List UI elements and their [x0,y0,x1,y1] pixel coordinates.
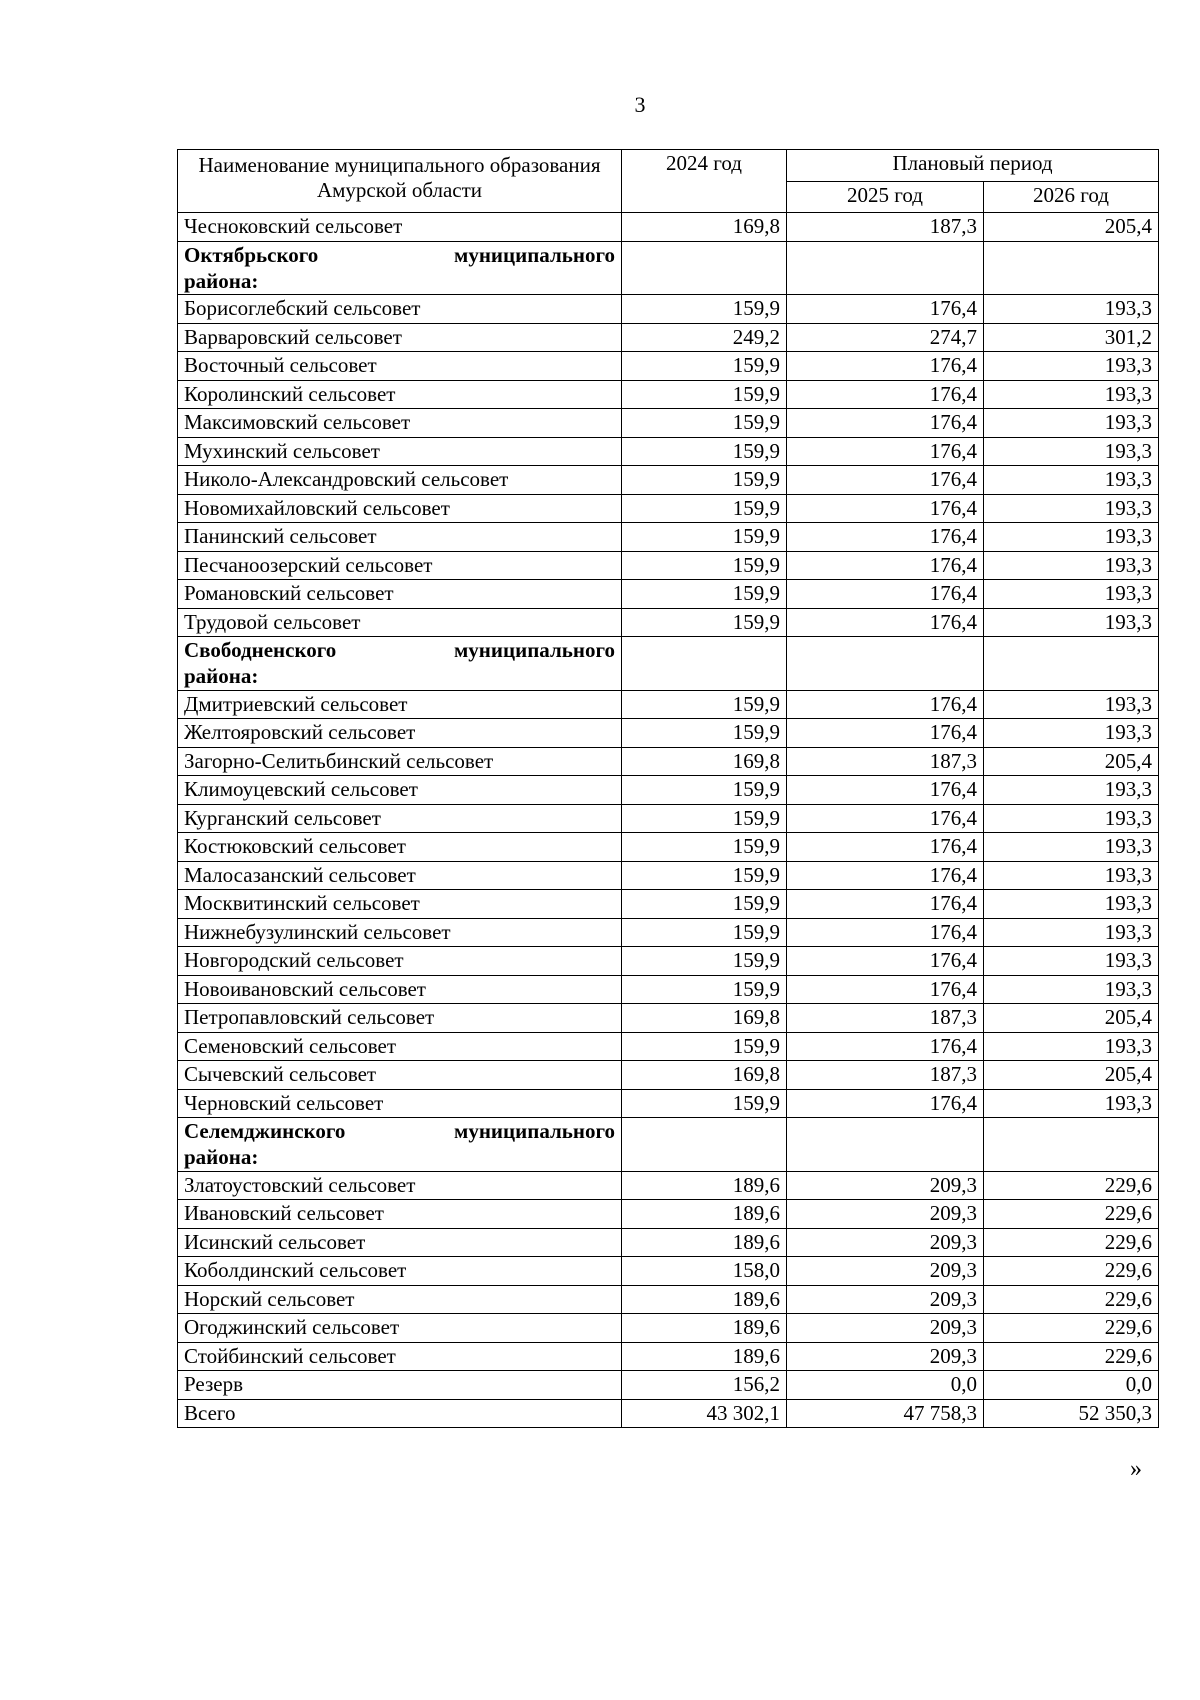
table-row [178,1032,1159,1061]
value-2024: 189,6 [622,1228,787,1257]
value-2025: 176,4 [787,295,984,324]
table-row [178,861,1159,890]
table-row [178,690,1159,719]
total-row [178,1399,1159,1428]
empty-cell [622,637,787,691]
table-row [178,466,1159,495]
district-header-row [178,241,1159,295]
table-row [178,380,1159,409]
value-2025: 0,0 [787,1371,984,1400]
value-2024: 159,9 [622,776,787,805]
value-2026: 193,3 [984,580,1159,609]
table-row [178,1004,1159,1033]
row-name: Всего [178,1399,622,1428]
row-name: Курганский сельсовет [178,804,622,833]
row-name: Королинский сельсовет [178,380,622,409]
table-row [178,551,1159,580]
table-row [178,608,1159,637]
empty-cell [984,241,1159,295]
value-2025: 176,4 [787,890,984,919]
header-year-2025: 2025 год [787,181,984,213]
value-2026: 229,6 [984,1200,1159,1229]
row-name: Костюковский сельсовет [178,833,622,862]
value-2026: 193,3 [984,608,1159,637]
value-2026: 193,3 [984,861,1159,890]
value-2024: 189,6 [622,1285,787,1314]
page-number: 3 [634,92,646,117]
value-2026: 193,3 [984,352,1159,381]
value-2025: 176,4 [787,776,984,805]
value-2025: 187,3 [787,213,984,242]
empty-cell [622,241,787,295]
value-2024: 159,9 [622,804,787,833]
row-name: Норский сельсовет [178,1285,622,1314]
value-2026: 193,3 [984,551,1159,580]
row-name: Малосазанский сельсовет [178,861,622,890]
value-2026: 193,3 [984,523,1159,552]
table-row [178,1171,1159,1200]
value-2024: 158,0 [622,1257,787,1286]
value-2025: 274,7 [787,323,984,352]
value-2026: 229,6 [984,1314,1159,1343]
value-2024: 159,9 [622,580,787,609]
table-row [178,323,1159,352]
row-name: Климоуцевский сельсовет [178,776,622,805]
value-2024: 159,9 [622,890,787,919]
row-name: Семеновский сельсовет [178,1032,622,1061]
row-name: Москвитинский сельсовет [178,890,622,919]
value-2024: 159,9 [622,409,787,438]
empty-cell [787,1118,984,1172]
header-planning-period: Плановый период [787,150,1159,182]
district-name [178,1118,622,1172]
value-2026: 229,6 [984,1171,1159,1200]
value-2026: 193,3 [984,776,1159,805]
table-row [178,890,1159,919]
value-2026: 193,3 [984,295,1159,324]
row-name: Новоивановский сельсовет [178,975,622,1004]
value-2026: 193,3 [984,409,1159,438]
value-2025: 176,4 [787,523,984,552]
value-2024: 159,9 [622,690,787,719]
value-2024: 189,6 [622,1171,787,1200]
reserve-row [178,1371,1159,1400]
value-2026: 0,0 [984,1371,1159,1400]
value-2026: 193,3 [984,1089,1159,1118]
value-2026: 193,3 [984,804,1159,833]
row-name: Чесноковский сельсовет [178,213,622,242]
row-name: Загорно-Селитьбинский сельсовет [178,747,622,776]
row-name: Нижнебузулинский сельсовет [178,918,622,947]
row-name: Желтояровский сельсовет [178,719,622,748]
value-2024: 189,6 [622,1314,787,1343]
value-2026: 193,3 [984,890,1159,919]
table-row [178,1285,1159,1314]
value-2025: 176,4 [787,833,984,862]
table-header [178,150,1159,213]
table-row [178,975,1159,1004]
value-2026: 229,6 [984,1228,1159,1257]
value-2026: 205,4 [984,213,1159,242]
value-2024: 159,9 [622,466,787,495]
value-2026: 193,3 [984,380,1159,409]
value-2025: 176,4 [787,580,984,609]
value-2025: 187,3 [787,1004,984,1033]
value-2026: 229,6 [984,1342,1159,1371]
empty-cell [622,1118,787,1172]
value-2026: 301,2 [984,323,1159,352]
value-2024: 189,6 [622,1200,787,1229]
value-2026: 193,3 [984,690,1159,719]
table-row [178,1200,1159,1229]
row-name: Ивановский сельсовет [178,1200,622,1229]
value-2024: 159,9 [622,494,787,523]
value-2026: 229,6 [984,1285,1159,1314]
value-2025: 176,4 [787,690,984,719]
value-2025: 209,3 [787,1342,984,1371]
value-2025: 209,3 [787,1285,984,1314]
table-row [178,352,1159,381]
value-2024: 156,2 [622,1371,787,1400]
value-2025: 176,4 [787,1089,984,1118]
table-row [178,947,1159,976]
district-name-line2: района: [184,268,259,293]
value-2025: 176,4 [787,918,984,947]
row-name: Новгородский сельсовет [178,947,622,976]
value-2025: 176,4 [787,380,984,409]
value-2024: 43 302,1 [622,1399,787,1428]
table-row [178,719,1159,748]
row-name: Новомихайловский сельсовет [178,494,622,523]
district-name-line1: Свободненского муниципального [184,638,615,662]
row-name: Стойбинский сельсовет [178,1342,622,1371]
value-2025: 176,4 [787,466,984,495]
value-2024: 159,9 [622,380,787,409]
table-row [178,523,1159,552]
value-2024: 159,9 [622,608,787,637]
district-header-row [178,637,1159,691]
value-2026: 205,4 [984,1004,1159,1033]
district-name-line2: района: [184,1145,259,1170]
table-row [178,804,1159,833]
row-name: Исинский сельсовет [178,1228,622,1257]
value-2026: 193,3 [984,833,1159,862]
value-2026: 193,3 [984,466,1159,495]
table-row [178,409,1159,438]
value-2024: 159,9 [622,437,787,466]
district-name-line2: района: [184,664,259,689]
value-2024: 249,2 [622,323,787,352]
value-2026: 193,3 [984,1032,1159,1061]
value-2024: 159,9 [622,1089,787,1118]
value-2026: 229,6 [984,1257,1159,1286]
row-name: Дмитриевский сельсовет [178,690,622,719]
table-row [178,1342,1159,1371]
value-2025: 176,4 [787,608,984,637]
value-2026: 193,3 [984,437,1159,466]
district-name [178,241,622,295]
value-2024: 159,9 [622,523,787,552]
value-2026: 193,3 [984,975,1159,1004]
empty-cell [984,1118,1159,1172]
district-header-row [178,1118,1159,1172]
value-2025: 176,4 [787,804,984,833]
table-row [178,1228,1159,1257]
table-row [178,295,1159,324]
row-name: Восточный сельсовет [178,352,622,381]
value-2024: 159,9 [622,1032,787,1061]
row-name: Панинский сельсовет [178,523,622,552]
value-2025: 176,4 [787,494,984,523]
value-2025: 176,4 [787,861,984,890]
table-row [178,776,1159,805]
value-2024: 159,9 [622,918,787,947]
value-2025: 176,4 [787,409,984,438]
table-row [178,1089,1159,1118]
header-name-column: Наименование муниципального образования Амурской области [178,150,622,213]
table-row [178,833,1159,862]
row-name: Романовский сельсовет [178,580,622,609]
value-2025: 176,4 [787,437,984,466]
table-row [178,494,1159,523]
empty-cell [787,241,984,295]
value-2026: 193,3 [984,719,1159,748]
value-2025: 209,3 [787,1171,984,1200]
value-2024: 169,8 [622,1004,787,1033]
row-name: Максимовский сельсовет [178,409,622,438]
empty-cell [787,637,984,691]
closing-quote: » [1130,1456,1142,1482]
district-name [178,637,622,691]
value-2024: 159,9 [622,947,787,976]
value-2025: 187,3 [787,747,984,776]
value-2025: 209,3 [787,1314,984,1343]
row-name: Варваровский сельсовет [178,323,622,352]
table-row [178,1314,1159,1343]
value-2026: 205,4 [984,747,1159,776]
value-2024: 159,9 [622,975,787,1004]
row-name: Мухинский сельсовет [178,437,622,466]
header-year-2026: 2026 год [984,181,1159,213]
row-name: Петропавловский сельсовет [178,1004,622,1033]
value-2024: 169,8 [622,213,787,242]
value-2025: 176,4 [787,947,984,976]
row-name: Черновский сельсовет [178,1089,622,1118]
row-name: Златоустовский сельсовет [178,1171,622,1200]
value-2024: 169,8 [622,747,787,776]
table-row [178,747,1159,776]
value-2024: 159,9 [622,295,787,324]
value-2025: 176,4 [787,1032,984,1061]
value-2026: 193,3 [984,947,1159,976]
value-2025: 209,3 [787,1200,984,1229]
value-2024: 159,9 [622,833,787,862]
district-name-line1: Селемджинского муниципального [184,1119,615,1143]
value-2026: 205,4 [984,1061,1159,1090]
row-name: Сычевский сельсовет [178,1061,622,1090]
row-name: Николо-Александровский сельсовет [178,466,622,495]
value-2025: 176,4 [787,975,984,1004]
value-2024: 159,9 [622,861,787,890]
value-2025: 176,4 [787,352,984,381]
value-2026: 193,3 [984,918,1159,947]
table-row [178,918,1159,947]
row-name: Резерв [178,1371,622,1400]
value-2025: 187,3 [787,1061,984,1090]
value-2026: 52 350,3 [984,1399,1159,1428]
header-year-2024: 2024 год [622,150,787,213]
district-name-line1: Октябрьского муниципального [184,242,615,267]
table-row [178,580,1159,609]
value-2025: 176,4 [787,719,984,748]
value-2025: 176,4 [787,551,984,580]
value-2025: 209,3 [787,1257,984,1286]
table-row [178,213,1159,242]
table-row [178,1061,1159,1090]
row-name: Трудовой сельсовет [178,608,622,637]
table-row [178,437,1159,466]
value-2024: 159,9 [622,719,787,748]
value-2024: 159,9 [622,551,787,580]
value-2025: 209,3 [787,1228,984,1257]
value-2024: 189,6 [622,1342,787,1371]
row-name: Песчаноозерский сельсовет [178,551,622,580]
table-body [178,213,1159,1428]
row-name: Борисоглебский сельсовет [178,295,622,324]
row-name: Коболдинский сельсовет [178,1257,622,1286]
table-row [178,1257,1159,1286]
value-2024: 159,9 [622,352,787,381]
value-2025: 47 758,3 [787,1399,984,1428]
empty-cell [984,637,1159,691]
row-name: Огоджинский сельсовет [178,1314,622,1343]
budget-table [177,149,1159,1428]
value-2026: 193,3 [984,494,1159,523]
value-2024: 169,8 [622,1061,787,1090]
